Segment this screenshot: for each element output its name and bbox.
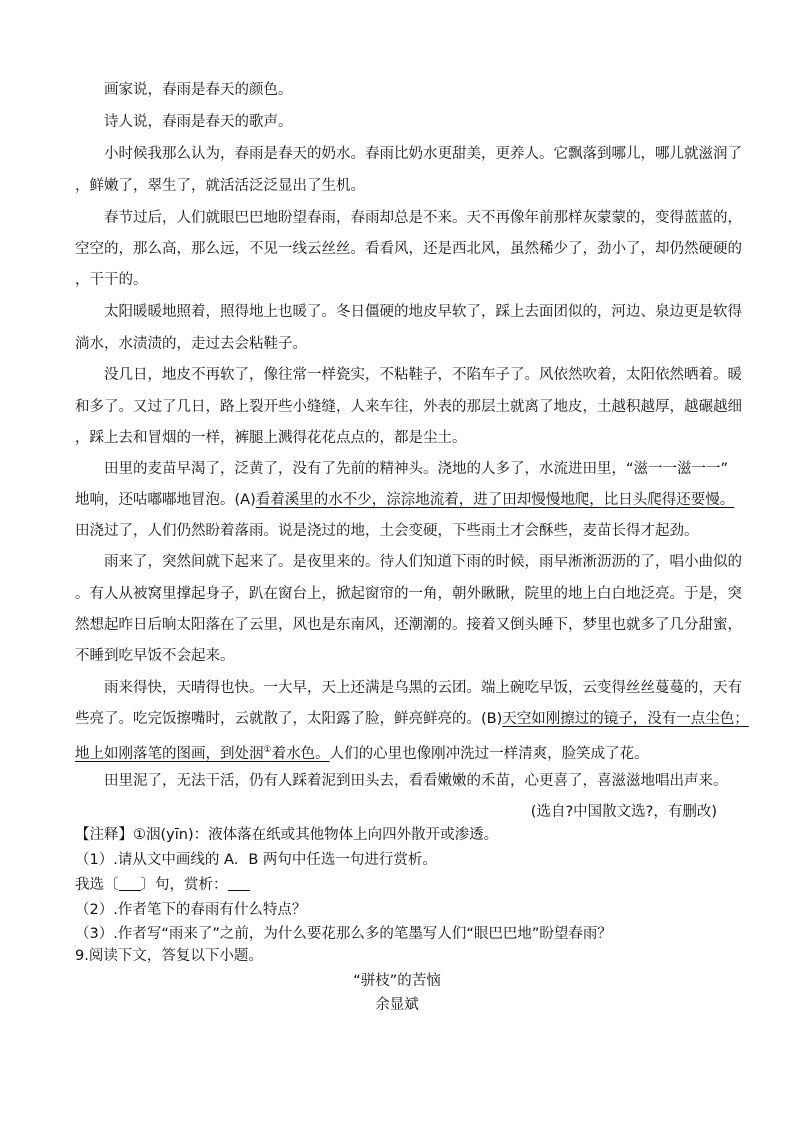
question-1-answer-line xyxy=(75,875,250,895)
paragraph-6-line-1: 没几日，地皮不再软了，像往常一样瓷实，不粘鞋子，不陷车子了。风依然吹着，太阳依然晒着。暖 xyxy=(104,367,742,383)
answer-middle: 〕句，赏析： xyxy=(140,877,228,893)
underlined-sentence-b-text: 地上如刚落笔的图画，到处洇 xyxy=(75,745,264,762)
underlined-sentence-a: 看着溪里的水不少，淙淙地流着，进了田却慢慢地爬，比日头爬得还要慢。 xyxy=(255,492,735,508)
question-2: （2）.作者笔下的春雨有什么特点？ xyxy=(75,902,307,918)
underlined-sentence-b-end: 着水色。 xyxy=(271,745,330,762)
paragraph-7-line-3: 田浇过了，人们仍然盼着落雨。说是浇过的地，土会变硬，下些雨土才会酥些，麦苗长得才起劲。 xyxy=(75,523,699,539)
paragraph-9-line-3 xyxy=(75,740,649,764)
paragraph-3-line-2: ，鲜嫩了，翠生了，就活活泛泛显出了生机。 xyxy=(75,178,365,194)
source-citation: (选自?中国散文选?，有删改) xyxy=(530,804,717,820)
paragraph-9-line-2 xyxy=(75,709,749,729)
analysis-blank[interactable] xyxy=(228,876,250,891)
annotation-note: 【注释】①洇(yīn)：液体落在纸或其他物体上向四外散开或渗透。 xyxy=(75,827,499,843)
paragraph-5-line-1: 太阳暖暖地照着，照得地上也暖了。冬日僵硬的地皮早软了，踩上去面团似的，河边、泉边更是软得 xyxy=(104,304,742,320)
question-3: （3）.作者写“雨来了”之前，为什么要花那么多的笔墨写人们“眼巴巴地”盼望春雨？ xyxy=(75,926,612,942)
paragraph-9-line-2-text: 些亮了。吃完饭擦嘴时，云就散了，太阳露了脸，鲜亮鲜亮的。(B) xyxy=(75,711,503,727)
paragraph-8-line-1: 雨来了，突然间就下起来了。是夜里来的。待人们知道下雨的时候，雨早淅淅沥沥的了，唱小曲似的 xyxy=(104,554,742,570)
paragraph-4-line-1: 春节过后，人们就眼巴巴地盼望春雨，春雨却总是不来。天不再像年前那样灰蒙蒙的，变得蓝蓝的， xyxy=(104,210,742,226)
paragraph-10: 田里泥了，无法干活，仍有人踩着泥到田头去，看看嫩嫩的禾苗，心更喜了，喜滋滋地唱出声来。 xyxy=(104,773,728,789)
paragraph-7-line-2-text: 地响，还咕嘟嘟地冒泡。(A) xyxy=(75,492,256,508)
paragraph-6-line-3: ，踩上去和冒烟的一样，裤腿上溅得花花点点的，都是尘土。 xyxy=(75,430,467,446)
paragraph-7-line-1: 田里的麦苗早渴了，泛黄了，没有了先前的精神头。浇地的人多了，水流进田里，“滋一一滋一一” xyxy=(104,461,729,477)
answer-prefix: 我选〔 xyxy=(75,877,119,893)
next-article-title: “骈枝”的苦恼 xyxy=(353,973,441,989)
paragraph-1: 画家说，春雨是春天的颜色。 xyxy=(104,82,293,98)
paragraph-8-line-3: 然想起昨日后晌太阳落在了云里，风也是东南风，还潮潮的。接着又倒头睡下，梦里也就多了几分甜蜜， xyxy=(75,617,742,633)
paragraph-4-line-2: 空空的，那么高，那么远，不见一线云丝丝。看看风，还是西北风，虽然稀少了，劲小了，却仍然硬硬的 xyxy=(75,241,742,257)
paragraph-9-line-1: 雨来得快，天晴得也快。一大早，天上还满是乌黑的云团。端上碗吃早饭，云变得丝丝蔓蔓的，天有 xyxy=(104,680,742,696)
paragraph-9-line-3-tail: 人们的心里也像刚冲洗过一样清爽，脸笑成了花。 xyxy=(329,745,649,762)
paragraph-4-line-3: ，干干的。 xyxy=(75,272,148,288)
paragraph-7-line-2 xyxy=(75,490,734,510)
paragraph-3-line-1: 小时候我那么认为，春雨是春天的奶水。春雨比奶水更甜美，更养人。它飘落到哪儿，哪儿就滋润了 xyxy=(104,146,742,162)
question-1: （1）.请从文中画线的 A．B 两句中任选一句进行赏析。 xyxy=(75,852,437,868)
paragraph-8-line-4: 不睡到吃早饭不会起来。 xyxy=(75,648,235,664)
choice-blank[interactable] xyxy=(119,876,141,891)
question-9-instruction: 9.阅读下文，答复以下小题。 xyxy=(75,948,263,964)
footnote-marker: ① xyxy=(263,745,272,755)
paragraph-5-line-2: 淌水，水渍渍的，走过去会粘鞋子。 xyxy=(75,336,307,352)
next-article-author: 余显斌 xyxy=(375,997,419,1013)
paragraph-8-line-2: 。有人从被窝里撑起身子，趴在窗台上，掀起窗帘的一角，朝外瞅瞅，院里的地上白白地泛亮。于是，突 xyxy=(75,586,742,602)
paragraph-6-line-2: 和多了。又过了几日，路上裂开些小缝缝，人来车往，外表的那层土就离了地皮，土越积越厚，越碾越细 xyxy=(75,399,742,415)
underlined-sentence-b-part-2 xyxy=(75,746,330,762)
paragraph-2: 诗人说，春雨是春天的歌声。 xyxy=(104,114,293,130)
underlined-sentence-b-part-1: 天空如刚擦过的镜子，没有一点尘色； xyxy=(502,711,749,727)
